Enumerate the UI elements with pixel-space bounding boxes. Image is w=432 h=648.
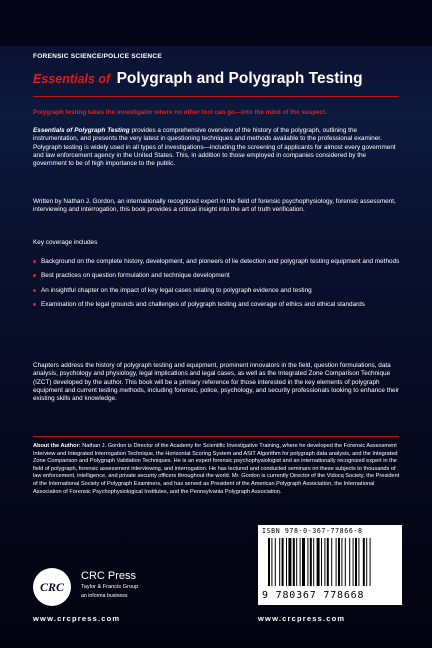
barcode-bar bbox=[338, 538, 340, 586]
publisher-group: Taylor & Francis Group bbox=[81, 584, 139, 590]
barcode-bar bbox=[345, 538, 346, 586]
barcode-bar bbox=[313, 538, 314, 586]
barcode-bar bbox=[324, 538, 325, 586]
key-coverage-heading: Key coverage includes bbox=[33, 239, 98, 246]
publisher-url-right: www.crcpress.com bbox=[258, 614, 346, 623]
barcode-bar bbox=[353, 538, 354, 586]
about-label: About the Author: bbox=[33, 443, 81, 449]
list-item: Examination of the legal grounds and challenges of polygraph testing and coverage of ethics and ethical standards bbox=[33, 301, 401, 309]
list-item: An insightful chapter on the impact of key legal cases relating to polygraph evidence and testing bbox=[33, 287, 401, 295]
coverage-list bbox=[33, 258, 401, 315]
barcode-bar bbox=[300, 538, 301, 586]
barcode-bar bbox=[293, 538, 295, 586]
ean-number: 9 780367 778668 bbox=[262, 590, 365, 601]
barcode-icon bbox=[268, 538, 398, 588]
barcode-bar bbox=[296, 538, 297, 586]
tagline: Polygraph testing takes the investigator where no other tool can go—into the mind of the suspect. bbox=[33, 109, 327, 116]
barcode-bar bbox=[358, 538, 359, 586]
intro-book-title: Essentials of Polygraph Testing bbox=[33, 127, 130, 134]
barcode-bar bbox=[302, 538, 305, 586]
publisher-name: CRC Press bbox=[81, 570, 137, 582]
barcode-bar bbox=[341, 538, 342, 586]
barcode-bar bbox=[271, 538, 272, 586]
author-paragraph: Written by Nathan J. Gordon, an internationally recognized expert in the field of forensic psychophysiology, forensic assessment, interviewing and interrogation, this book provides a critical insight into the art of truth verification. bbox=[33, 198, 396, 214]
title-prefix: Essentials of bbox=[33, 72, 111, 86]
barcode-bar bbox=[286, 538, 287, 586]
barcode-bar bbox=[327, 538, 329, 586]
barcode-bar bbox=[288, 538, 291, 586]
barcode-bar bbox=[310, 538, 312, 586]
about-text: Nathan J. Gordon is Director of the Academy for Scientific Investigative Training, where he developed the Forensic Assessment Interview and Integrated Interrogation Technique, the Horizontal Scoring System and ASIT Algorithm for polygraph data analysis, and the Integrated Zone Comparison and Polygraph Validation Techniques. He is an expert forensic psychophysiologist and an internationally recognized expert in the field of polygraph, forensic assessment interviewing, and interrogation. He has lectured and conducted seminars on these subjects to thousands of law enforcement, intelligence, and private security officers throughout the world. Mr. Gordon is currently Director of the Vidocq Society, the President of the International Society of Polygraph Examiners, and has served as President of the American Polygraph Association, the International Association of Forensic Psychophysiological Institutes, and the Pennsylvania Polygraph Association. bbox=[33, 443, 400, 495]
barcode-bar bbox=[275, 538, 276, 586]
barcode-bar bbox=[370, 538, 371, 586]
barcode-bar bbox=[279, 538, 280, 586]
intro-text: provides a comprehensive overview of the history of the polygraph, outlining the instrumentation, and presents the very latest in questioning techniques and methods available to the professional examiner. Polygraph testing is widely used in all types of investigations—including the screening of applicants for almost every government and law enforcement agency in the United States. This, in addition to those employed in companies considered by the government to be of high importance to the public. bbox=[33, 127, 396, 168]
bullet-icon bbox=[33, 303, 36, 306]
category-label: FORENSIC SCIENCE/POLICE SCIENCE bbox=[33, 53, 162, 60]
top-band bbox=[0, 0, 432, 46]
bullet-icon bbox=[33, 260, 36, 263]
chapters-paragraph: Chapters address the history of polygraph testing and equipment, prominent innovators in the field, question formulations, data analysis, psychology and physiology, legal implications and legal cases, as well as the Integrated Zone Comparison Technique (IZCT) developed by the author. This book will be a primary reference for those interested in the key elements of polygraph equipment and current testing methods, including forensic, police, psychology, and security professionals looking to enhance their existing skills and knowledge. bbox=[33, 362, 400, 403]
title-main: Polygraph and Polygraph Testing bbox=[116, 70, 363, 87]
publisher-url-left: www.crcpress.com bbox=[33, 614, 121, 623]
about-divider bbox=[33, 436, 399, 437]
barcode-bar bbox=[366, 538, 367, 586]
barcode-bar bbox=[336, 538, 337, 586]
publisher-business: an informa business bbox=[81, 593, 128, 599]
list-item: Background on the complete history, development, and pioneers of lie detection and polygraph testing equipment and methods bbox=[33, 258, 401, 266]
book-title bbox=[33, 70, 363, 88]
barcode-bar bbox=[307, 538, 308, 586]
crc-logo-icon: CRC bbox=[33, 568, 71, 606]
barcode-bar bbox=[331, 538, 332, 586]
intro-paragraph bbox=[33, 127, 401, 168]
bullet-icon bbox=[33, 274, 36, 277]
isbn-text: ISBN 978-0-367-77866-8 bbox=[262, 527, 363, 535]
barcode-bar bbox=[268, 538, 270, 586]
publisher-logo bbox=[33, 568, 183, 608]
barcode-bar bbox=[282, 538, 284, 586]
bullet-icon bbox=[33, 289, 36, 292]
barcode-bar bbox=[355, 538, 357, 586]
list-item: Best practices on question formulation and technique development bbox=[33, 272, 401, 280]
barcode-bar bbox=[363, 538, 365, 586]
title-divider bbox=[33, 96, 399, 97]
barcode-bar bbox=[321, 538, 322, 586]
about-author bbox=[33, 443, 401, 496]
barcode-bar bbox=[349, 538, 350, 586]
barcode-bar bbox=[317, 538, 320, 586]
